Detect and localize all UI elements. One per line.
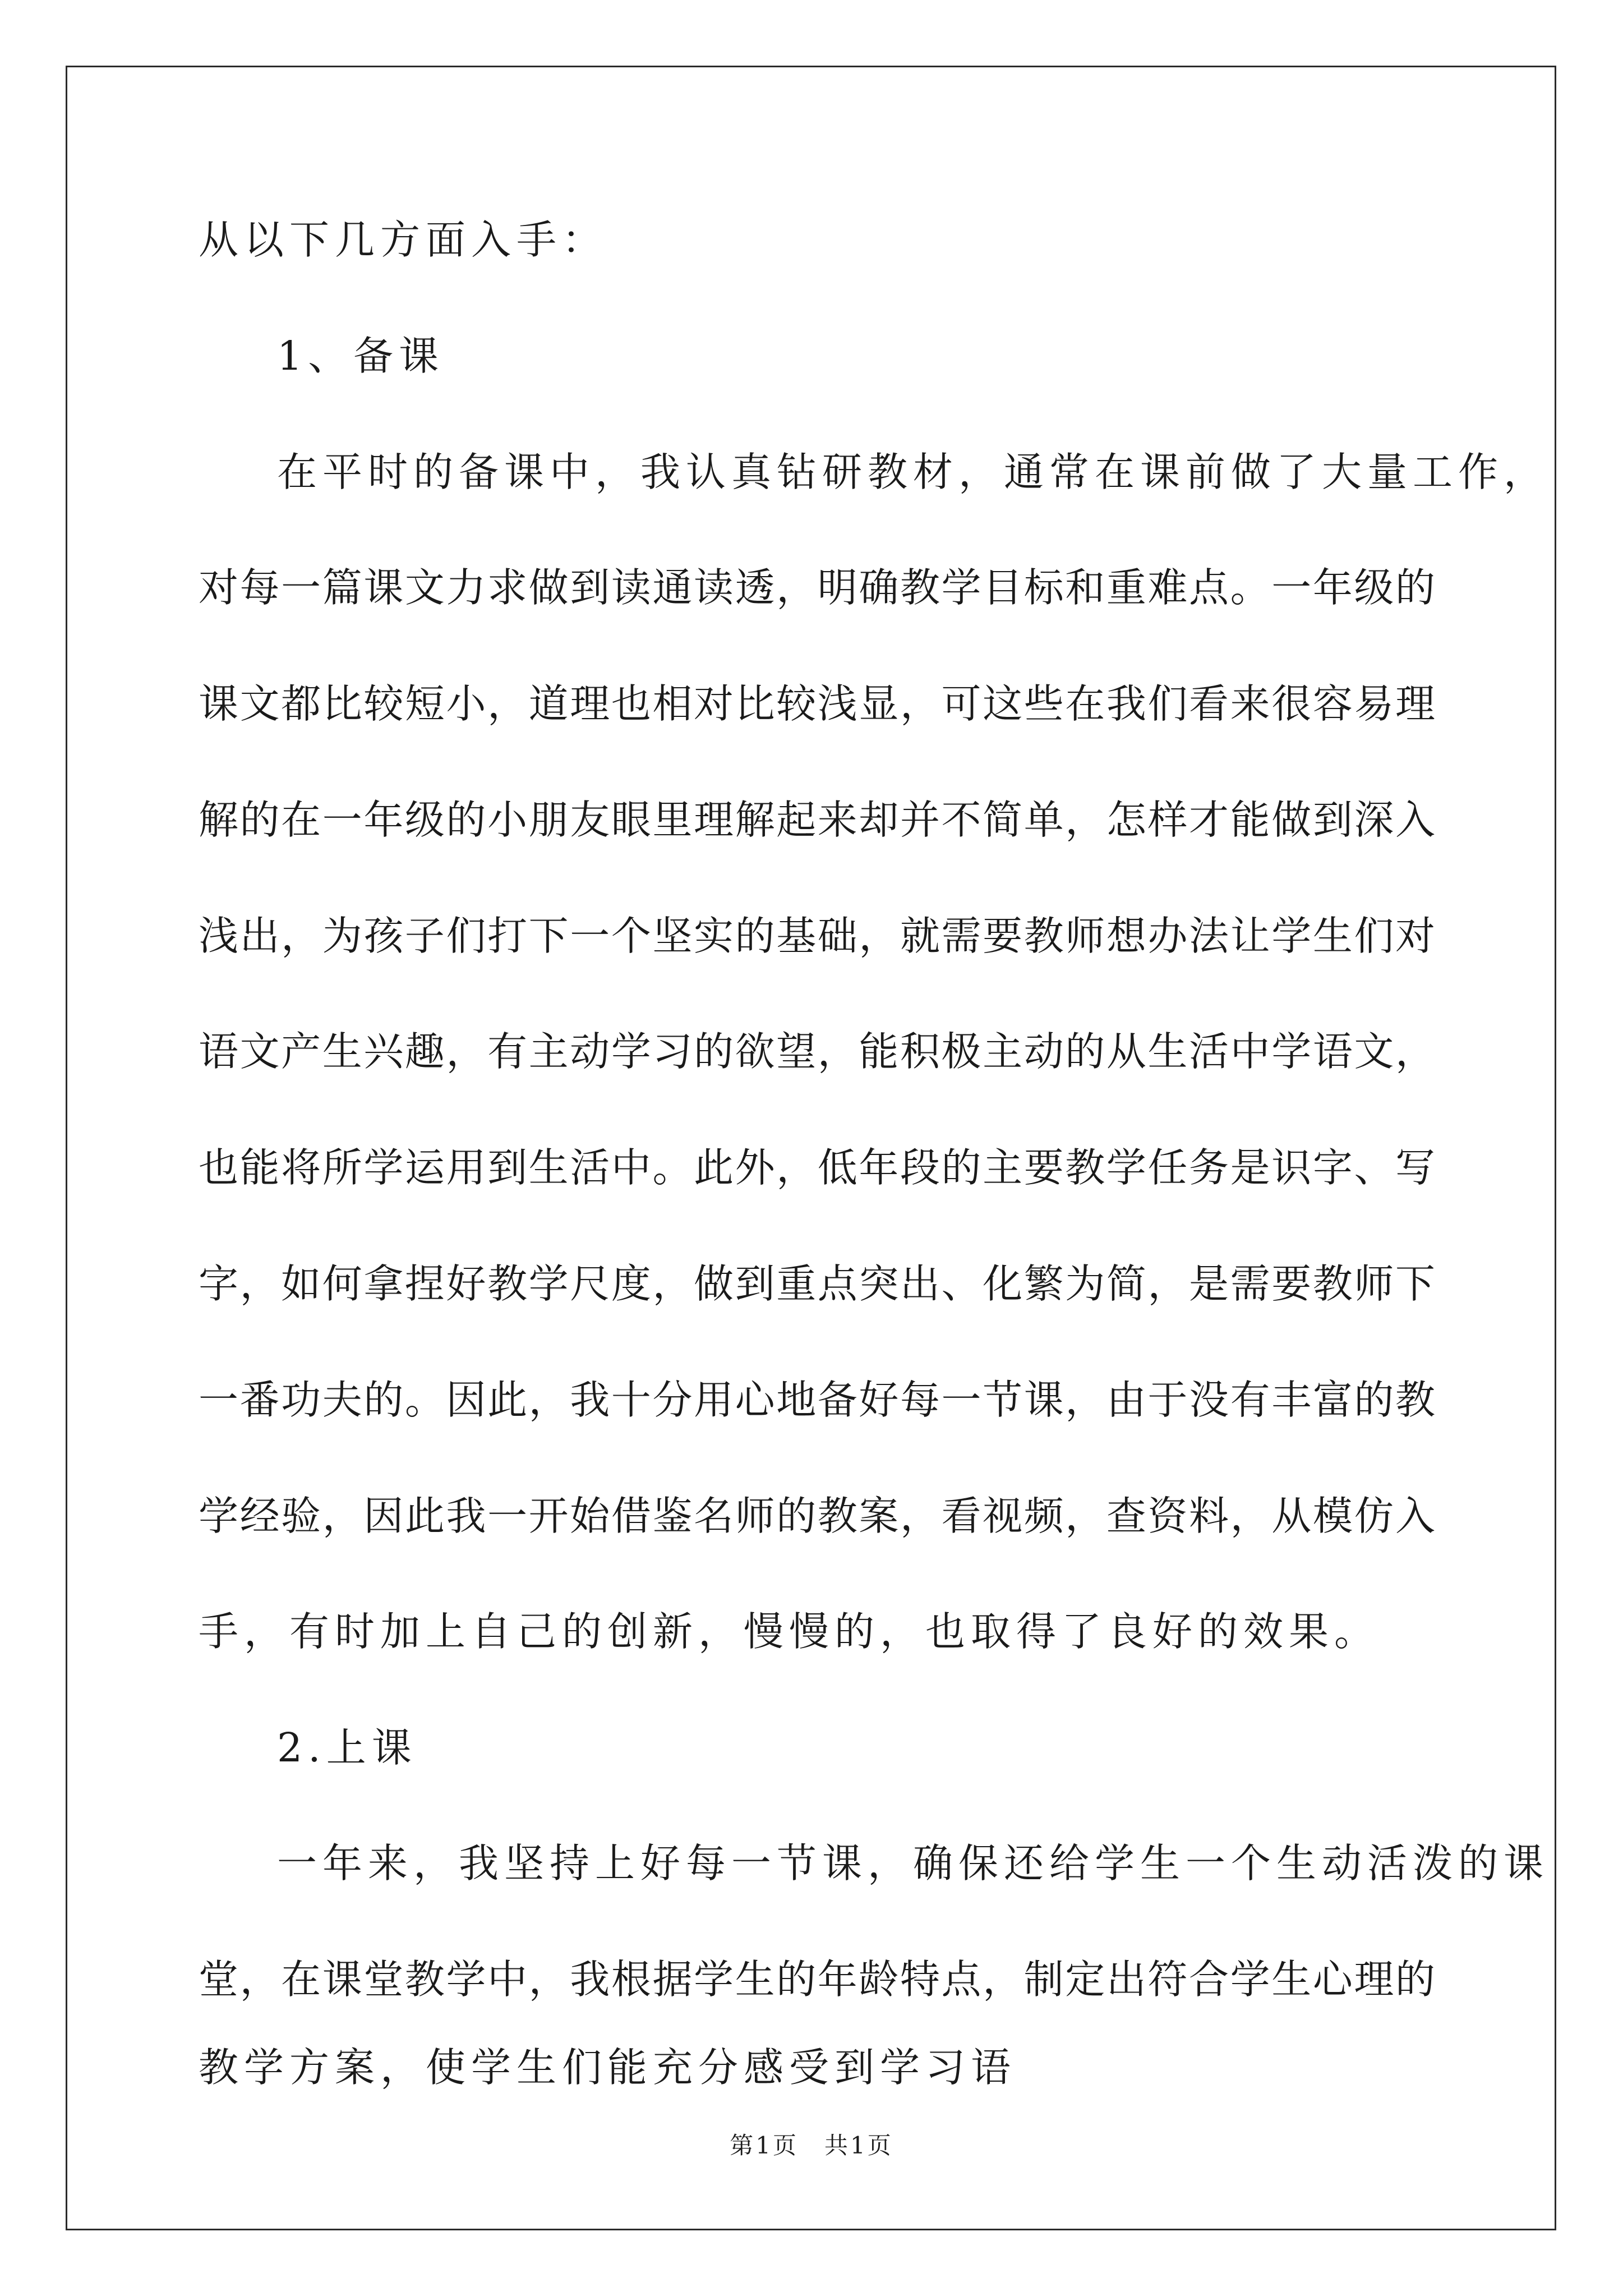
paragraph-line: 解的在一年级的小朋友眼里理解起来却并不简单，怎样才能做到深入 — [199, 797, 1435, 843]
paragraph-line: 手，有时加上自己的创新，慢慢的，也取得了良好的效果。 — [199, 1608, 1380, 1655]
section-heading: 2.上课 — [277, 1724, 417, 1771]
paragraph-line: 课文都比较短小，道理也相对比较浅显，可这些在我们看来很容易理 — [199, 680, 1435, 727]
paragraph-line: 也能将所学运用到生活中。此外，低年段的主要教学任务是识字、写 — [199, 1144, 1435, 1191]
paragraph-line: 教学方案，使学生们能充分感受到学习语 — [199, 2044, 1017, 2091]
page-number-footer: 第1页 共1页 — [730, 2132, 893, 2159]
paragraph-line: 学经验，因此我一开始借鉴名师的教案，看视频，查资料，从模仿入 — [199, 1493, 1435, 1539]
paragraph-line: 一年来，我坚持上好每一节课，确保还给学生一个生动活泼的课 — [277, 1840, 1550, 1887]
section-heading: 1、备课 — [277, 333, 445, 379]
paragraph-line: 从以下几方面入手： — [199, 217, 608, 263]
paragraph-line: 对每一篇课文力求做到读通读透，明确教学目标和重难点。一年级的 — [199, 564, 1435, 611]
paragraph-line: 一番功夫的。因此，我十分用心地备好每一节课，由于没有丰富的教 — [199, 1377, 1435, 1423]
paragraph-line: 在平时的备课中，我认真钻研教材，通常在课前做了大量工作， — [277, 449, 1550, 495]
paragraph-line: 语文产生兴趣，有主动学习的欲望，能积极主动的从生活中学语文， — [199, 1028, 1435, 1075]
paragraph-line: 浅出，为孩子们打下一个坚实的基础，就需要教师想办法让学生们对 — [199, 913, 1435, 959]
paragraph-line: 堂，在课堂教学中，我根据学生的年龄特点，制定出符合学生心理的 — [199, 1956, 1435, 2003]
paragraph-line: 字，如何拿捏好教学尺度，做到重点突出、化繁为简，是需要教师下 — [199, 1260, 1435, 1307]
